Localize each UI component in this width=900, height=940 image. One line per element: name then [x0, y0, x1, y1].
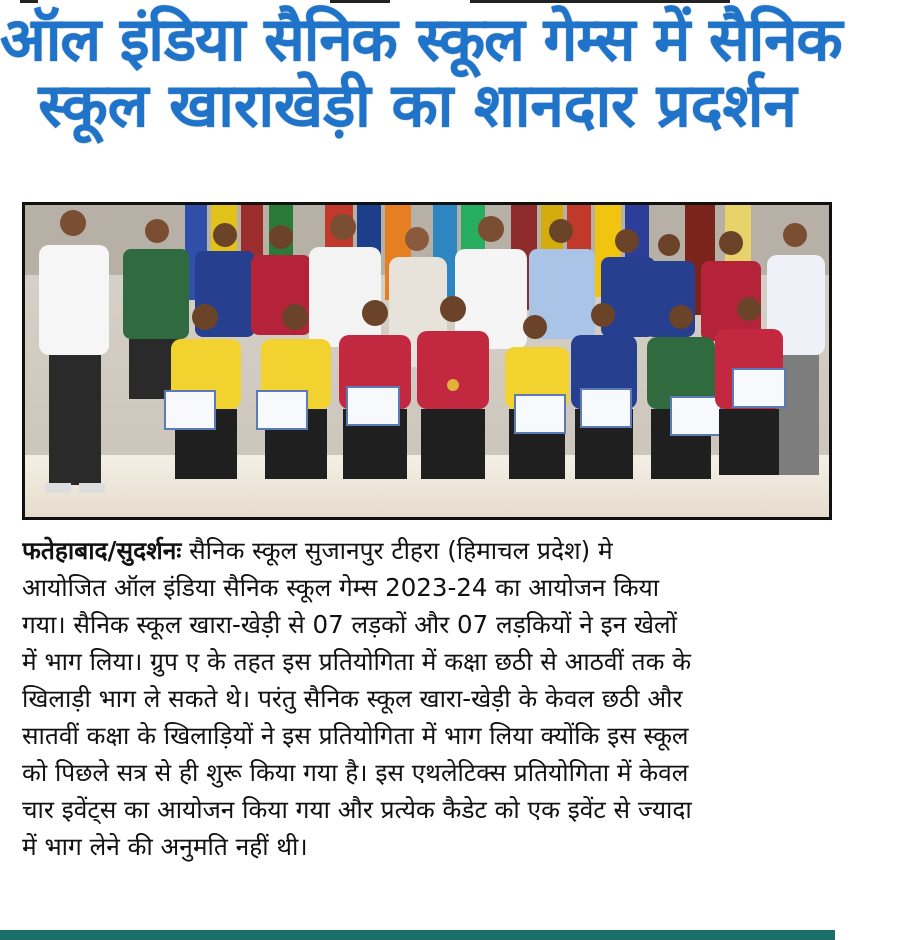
body-line-7: को पिछले सत्र से ही शुरू किया गया है। इस एथलेटिक्स प्रतियोगिता में केवल — [22, 758, 689, 787]
headline-line-2: स्कूल खाराखेड़ी का शानदार प्रदर्शन — [38, 71, 797, 141]
article-body — [22, 532, 834, 865]
body-line-1: सैनिक स्कूल सुजानपुर टीहरा (हिमाचल प्रदेश) मे — [181, 536, 613, 565]
body-line-3: गया। सैनिक स्कूल खारा-खेड़ी से 07 लड़कों और 07 लड़कियों ने इन खेलों — [22, 610, 677, 639]
dateline: फतेहाबाद/सुदर्शनः — [22, 536, 182, 565]
group-photo — [22, 202, 832, 520]
body-line-6: सातवीं कक्षा के खिलाड़ियों ने इस प्रतियोगिता में भाग लिया क्योंकि इस स्कूल — [22, 721, 689, 750]
body-line-8: चार इवेंट्स का आयोजन किया गया और प्रत्येक कैडेट को एक इवेंट से ज्यादा — [22, 795, 692, 824]
body-line-4: में भाग लिया। ग्रुप ए के तहत इस प्रतियोगिता में कक्षा छठी से आठवीं तक के — [22, 647, 692, 676]
body-line-9: में भाग लेने की अनुमति नहीं थी। — [22, 832, 308, 861]
body-line-5: खिलाड़ी भाग ले सकते थे। परंतु सैनिक स्कूल खारा-खेड़ी के केवल छठी और — [22, 684, 683, 713]
headline-line-1: ऑल इंडिया सैनिक स्कूल गेम्स में सैनिक — [0, 5, 842, 75]
group-photo-illustration — [25, 205, 829, 517]
bottom-divider-bar — [0, 930, 835, 940]
body-line-2: आयोजित ऑल इंडिया सैनिक स्कूल गेम्स 2023-24 का आयोजन किया — [22, 573, 660, 602]
article-first-line — [22, 532, 834, 569]
article-headline — [0, 5, 842, 141]
